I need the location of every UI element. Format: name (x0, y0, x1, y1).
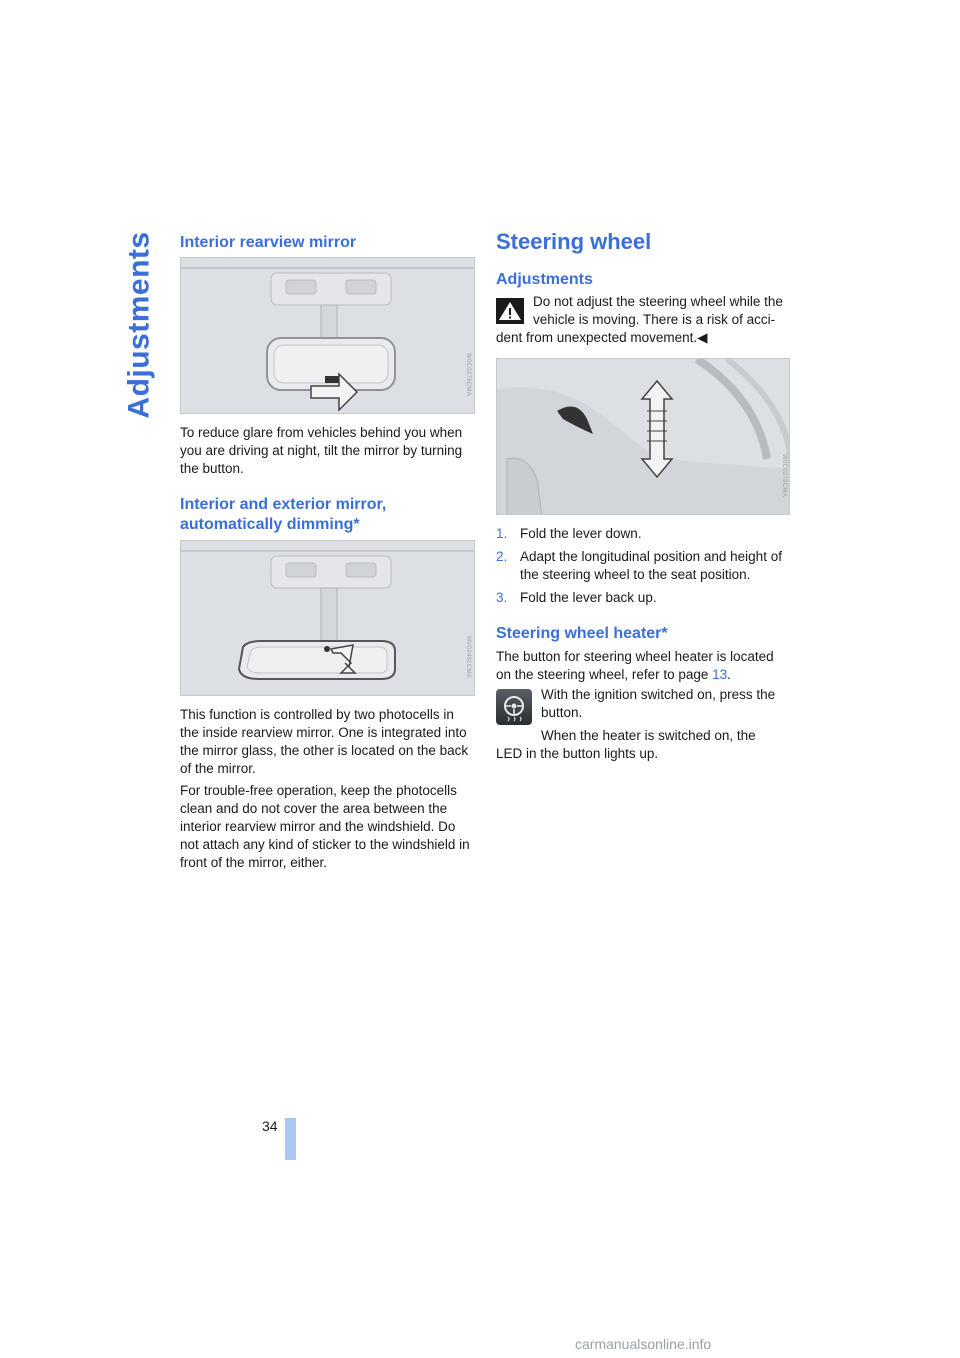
step-number: 3. (496, 590, 508, 605)
step-text: Fold the lever down. (520, 526, 642, 541)
figure-code: W0C0278CMA (781, 454, 787, 498)
heater-press-line1: With the ignition switched on, press the (541, 687, 776, 702)
figure-code: W0C0278CMA (465, 353, 471, 397)
steering-adjust-figure (496, 358, 790, 515)
warning-line2: vehicle is moving. There is a risk of acci- (533, 312, 776, 327)
dimming-mirror-illustration (181, 541, 475, 696)
interior-mirror-body: To reduce glare from vehicles behind you when you are driving at night, tilt the mirror by turning the button. (180, 425, 463, 476)
interior-mirror-heading: Interior rearview mirror (180, 234, 357, 251)
heater-intro-line1: The button for steering wheel heater is located (496, 649, 774, 664)
adjustments-heading: Adjustments (496, 271, 593, 288)
dimming-para1: This function is controlled by two photocells in the inside rearview mirror. One is integrated into the mirror glass, the other is located on the back of the mirror. (180, 707, 469, 776)
page-number-bar (285, 1118, 296, 1160)
heater-intro-text: on the steering wheel, refer to page (496, 667, 713, 682)
dimming-para2: For trouble-free operation, keep the photocells clean and do not cover the area between the interior rearview mirror and the windshield. Do not attach any kind of sticker to the windshield in front of the mirror, either. (180, 783, 470, 870)
warning-line1: Do not adjust the steering wheel while the (533, 294, 783, 309)
interior-mirror-figure (180, 257, 475, 414)
steering-heater-button-icon (496, 689, 532, 725)
step-number: 2. (496, 549, 508, 564)
steering-heater-heading: Steering wheel heater* (496, 625, 668, 642)
chapter-side-title-text: Adjustments (123, 231, 156, 419)
dimming-mirror-figure (180, 540, 475, 696)
heater-press-line2: button. (541, 705, 583, 720)
interior-mirror-illustration (181, 258, 475, 414)
steering-lever-illustration (497, 359, 790, 515)
steering-wheel-title: Steering wheel (496, 229, 652, 254)
warning-icon (496, 298, 524, 324)
step-text: Fold the lever back up. (520, 590, 657, 605)
page-reference-link[interactable]: 13 (712, 667, 728, 682)
page-number: 34 (262, 1118, 278, 1134)
heater-intro-line2 (496, 666, 793, 684)
step-text: Adapt the longitudinal position and height of the steering wheel to the seat position. (520, 549, 782, 582)
heater-led-line2: LED in the button lights up. (496, 746, 659, 761)
figure-code: MV02481CMA (465, 636, 471, 679)
dimming-heading-line1: Interior and exterior mirror, (180, 496, 387, 513)
dimming-heading-line2: automatically dimming* (180, 516, 360, 533)
footer-watermark: carmanualsonline.info (575, 1336, 712, 1352)
step-number: 1. (496, 526, 508, 541)
warning-line3: dent from unexpected movement.◀ (496, 330, 708, 345)
chapter-side-title (120, 230, 160, 420)
heater-led-line1: When the heater is switched on, the (541, 728, 756, 743)
heater-intro-period: . (727, 667, 731, 682)
